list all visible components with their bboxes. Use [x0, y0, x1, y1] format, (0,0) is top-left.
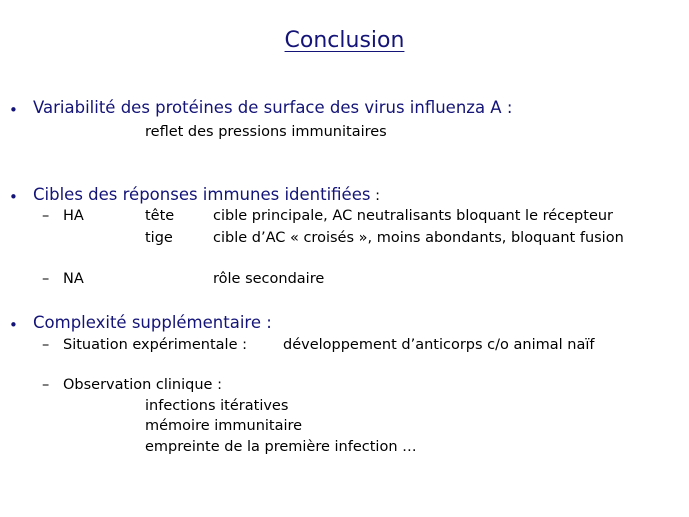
ha-head-desc: cible principale, AC neutralisants bloquant le récepteur [213, 208, 614, 224]
slide-title: Conclusion [284, 28, 405, 53]
ha-head-part: tête [145, 208, 175, 224]
ha-stem-desc: cible d’AC « croisés », moins abondants, bloquant fusion [213, 230, 624, 246]
targets-heading-colon: : [370, 188, 380, 204]
ha-stem-part: tige [145, 230, 173, 246]
na-label: NA [63, 271, 84, 287]
clinical-line-1: infections itératives [145, 398, 289, 414]
bullet-2: • [9, 188, 18, 206]
dash-experimental: – [42, 337, 50, 353]
bullet-3: • [9, 316, 18, 334]
ha-label: HA [63, 208, 84, 224]
clinical-label: Observation clinique : [63, 377, 222, 393]
dash-na: – [42, 271, 50, 287]
variability-detail: reflet des pressions immunitaires [145, 124, 387, 140]
section-heading-variability: Variabilité des protéines de surface des virus influenza A : [33, 98, 513, 117]
bullet-1: • [9, 101, 18, 119]
clinical-line-2: mémoire immunitaire [145, 418, 303, 434]
section-heading-complexity: Complexité supplémentaire : [33, 313, 272, 332]
experimental-desc: développement d’anticorps c/o animal naïf [283, 337, 595, 353]
dash-ha: – [42, 208, 50, 224]
section-heading-targets [33, 185, 380, 204]
clinical-line-3: empreinte de la première infection … [145, 439, 417, 455]
dash-clinical: – [42, 377, 50, 393]
na-desc: rôle secondaire [213, 271, 325, 287]
experimental-label: Situation expérimentale : [63, 337, 247, 353]
targets-heading-text: Cibles des réponses immunes identifiées [33, 185, 371, 204]
